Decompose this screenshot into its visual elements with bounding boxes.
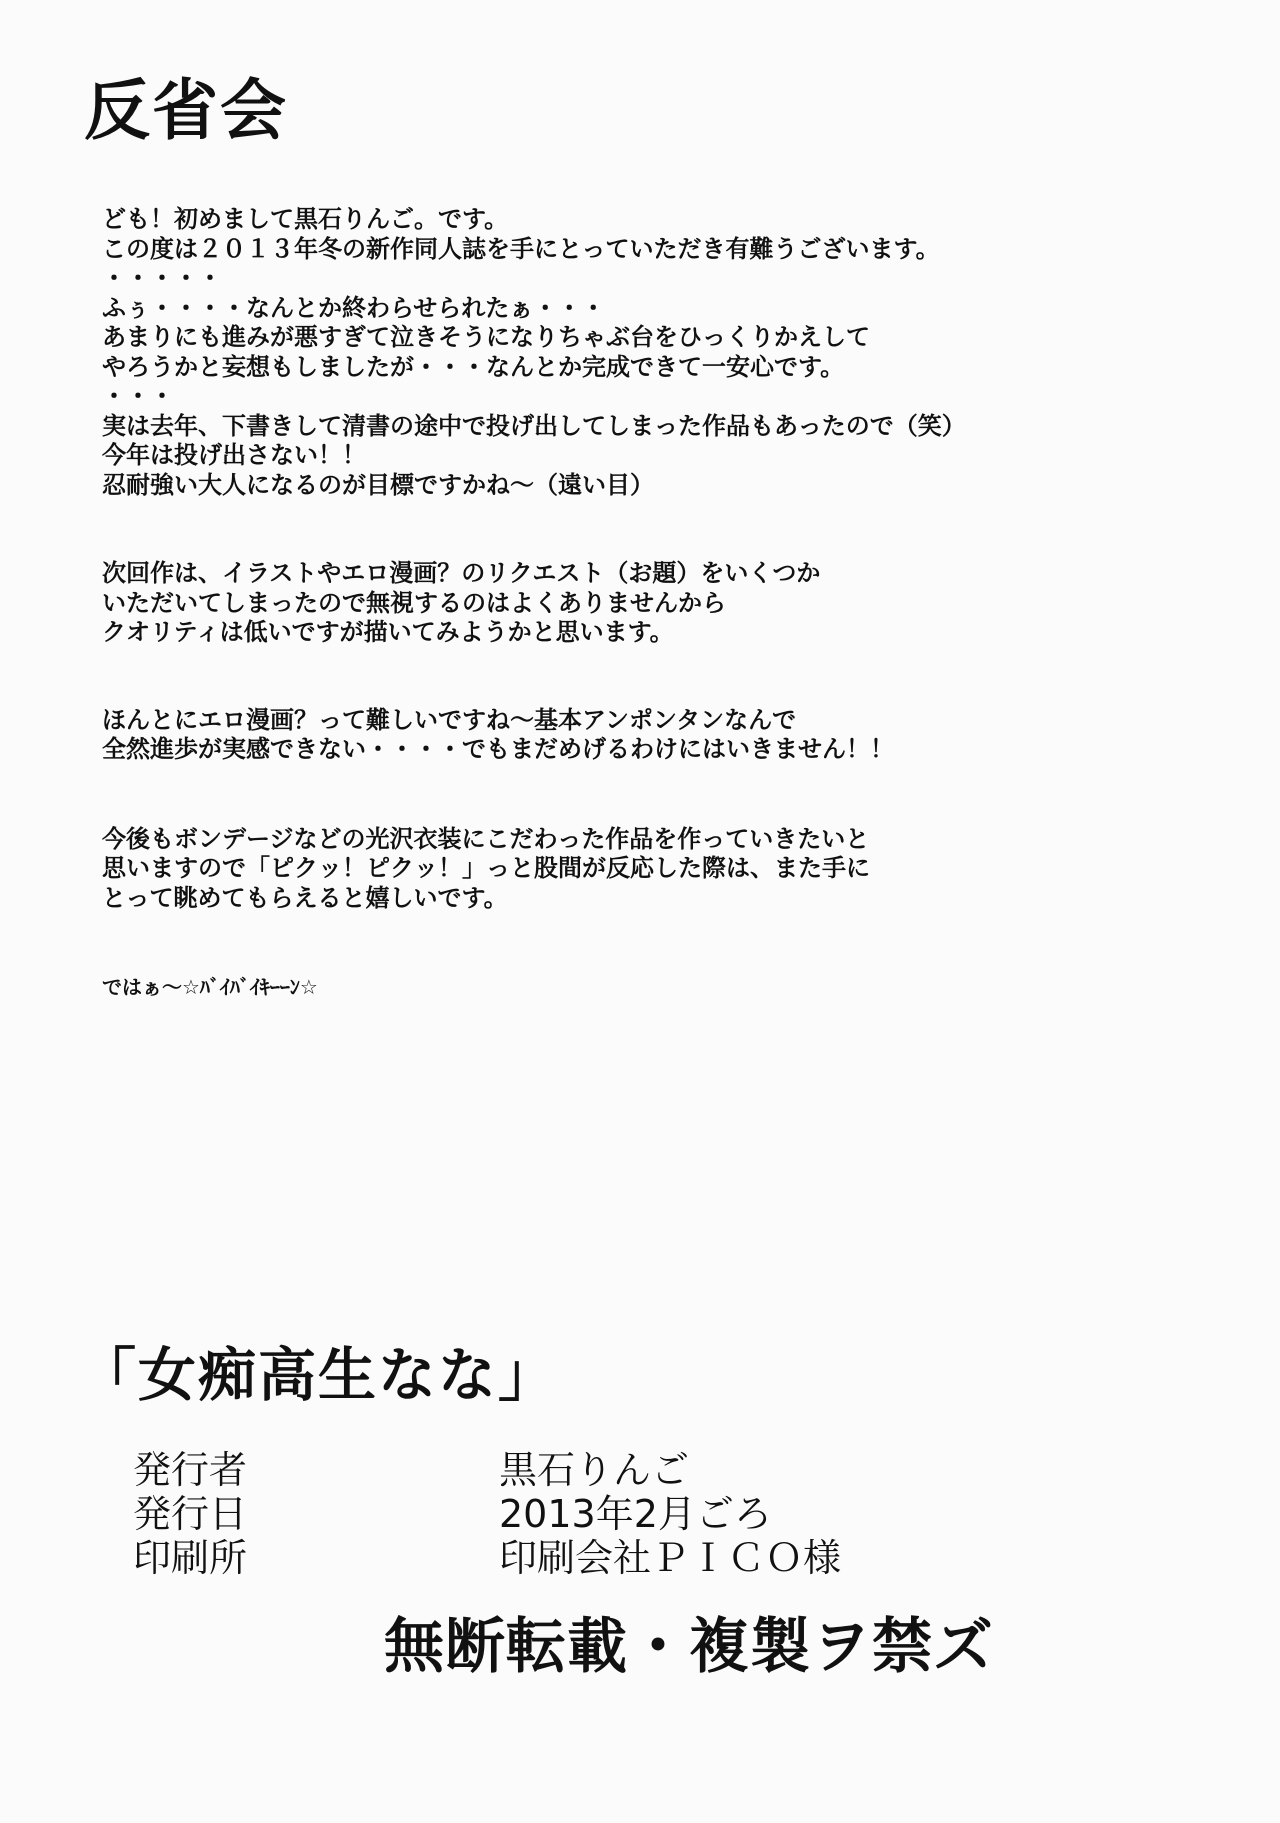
text-line: ほんとにエロ漫画？って難しいですね～基本アンポンタンなんで: [102, 705, 797, 734]
text-line: クオリティは低いですが描いてみようかと思います。: [102, 618, 674, 646]
afterword-body: [102, 205, 1222, 1003]
text-line: この度は２０１３年冬の新作同人誌を手にとっていただき有難うございます。: [102, 234, 940, 263]
text-line: 忍耐強い大人になるのが目標ですかね～（遠い目）: [102, 470, 654, 499]
page-heading: 反省会: [84, 72, 288, 149]
text-line: 今後もボンデージなどの光沢衣装にこだわった作品を作っていきたいと: [102, 824, 870, 853]
paragraph-future: [102, 825, 1222, 914]
printer-value: 印刷会社ＰＩＣＯ様: [499, 1536, 842, 1580]
publisher-label: 発行者: [133, 1448, 248, 1492]
paragraph-next-work: [102, 559, 1222, 648]
text-line: 実は去年、下書きして清書の途中で投げ出してしまった作品もあったので（笑）: [102, 411, 966, 440]
paragraph-greeting: [102, 205, 1222, 500]
text-line: やろうかと妄想もしましたが・・・なんとか完成できて一安心です。: [102, 352, 845, 381]
text-line: いただいてしまったので無視するのはよくありませんから: [102, 588, 726, 617]
text-line: とって眺めてもらえると嬉しいです。: [102, 883, 508, 912]
text-line: ・・・: [102, 382, 174, 410]
colophon-row-printer: [133, 1536, 1133, 1580]
printer-label: 印刷所: [133, 1536, 248, 1580]
date-value: 2013年2月ごろ: [499, 1492, 772, 1536]
text-line: 次回作は、イラストやエロ漫画？のリクエスト（お題）をいくつか: [102, 559, 821, 587]
work-title: 「女痴高生なな」: [78, 1341, 559, 1409]
text-line: 今年は投げ出さない！！: [102, 441, 366, 469]
publisher-value: 黒石りんご: [499, 1448, 690, 1492]
text-line: 思いますので「ピクッ！ピクッ！」っと股間が反応した際は、また手に: [102, 854, 870, 882]
colophon: [133, 1448, 1133, 1580]
text-line: ふぅ・・・・なんとか終わらせられたぁ・・・: [102, 293, 606, 322]
text-line: ども！初めまして黒石りんご。です。: [102, 205, 509, 233]
colophon-row-date: [133, 1492, 1133, 1536]
text-line: あまりにも進みが悪すぎて泣きそうになりちゃぶ台をひっくりかえして: [102, 323, 870, 351]
paragraph-difficulty: [102, 706, 1222, 765]
text-line: 全然進歩が実感できない・・・・でもまだめげるわけにはいきません！！: [102, 735, 894, 763]
signoff-line: ではぁ～☆ﾊﾞｲﾊﾞｲｷｰｰﾝ☆: [102, 975, 318, 999]
date-label: 発行日: [133, 1492, 248, 1536]
text-line: ・・・・・: [102, 264, 222, 292]
colophon-row-publisher: [133, 1448, 1133, 1492]
copyright-notice: 無断転載・複製ヲ禁ズ: [384, 1612, 994, 1682]
